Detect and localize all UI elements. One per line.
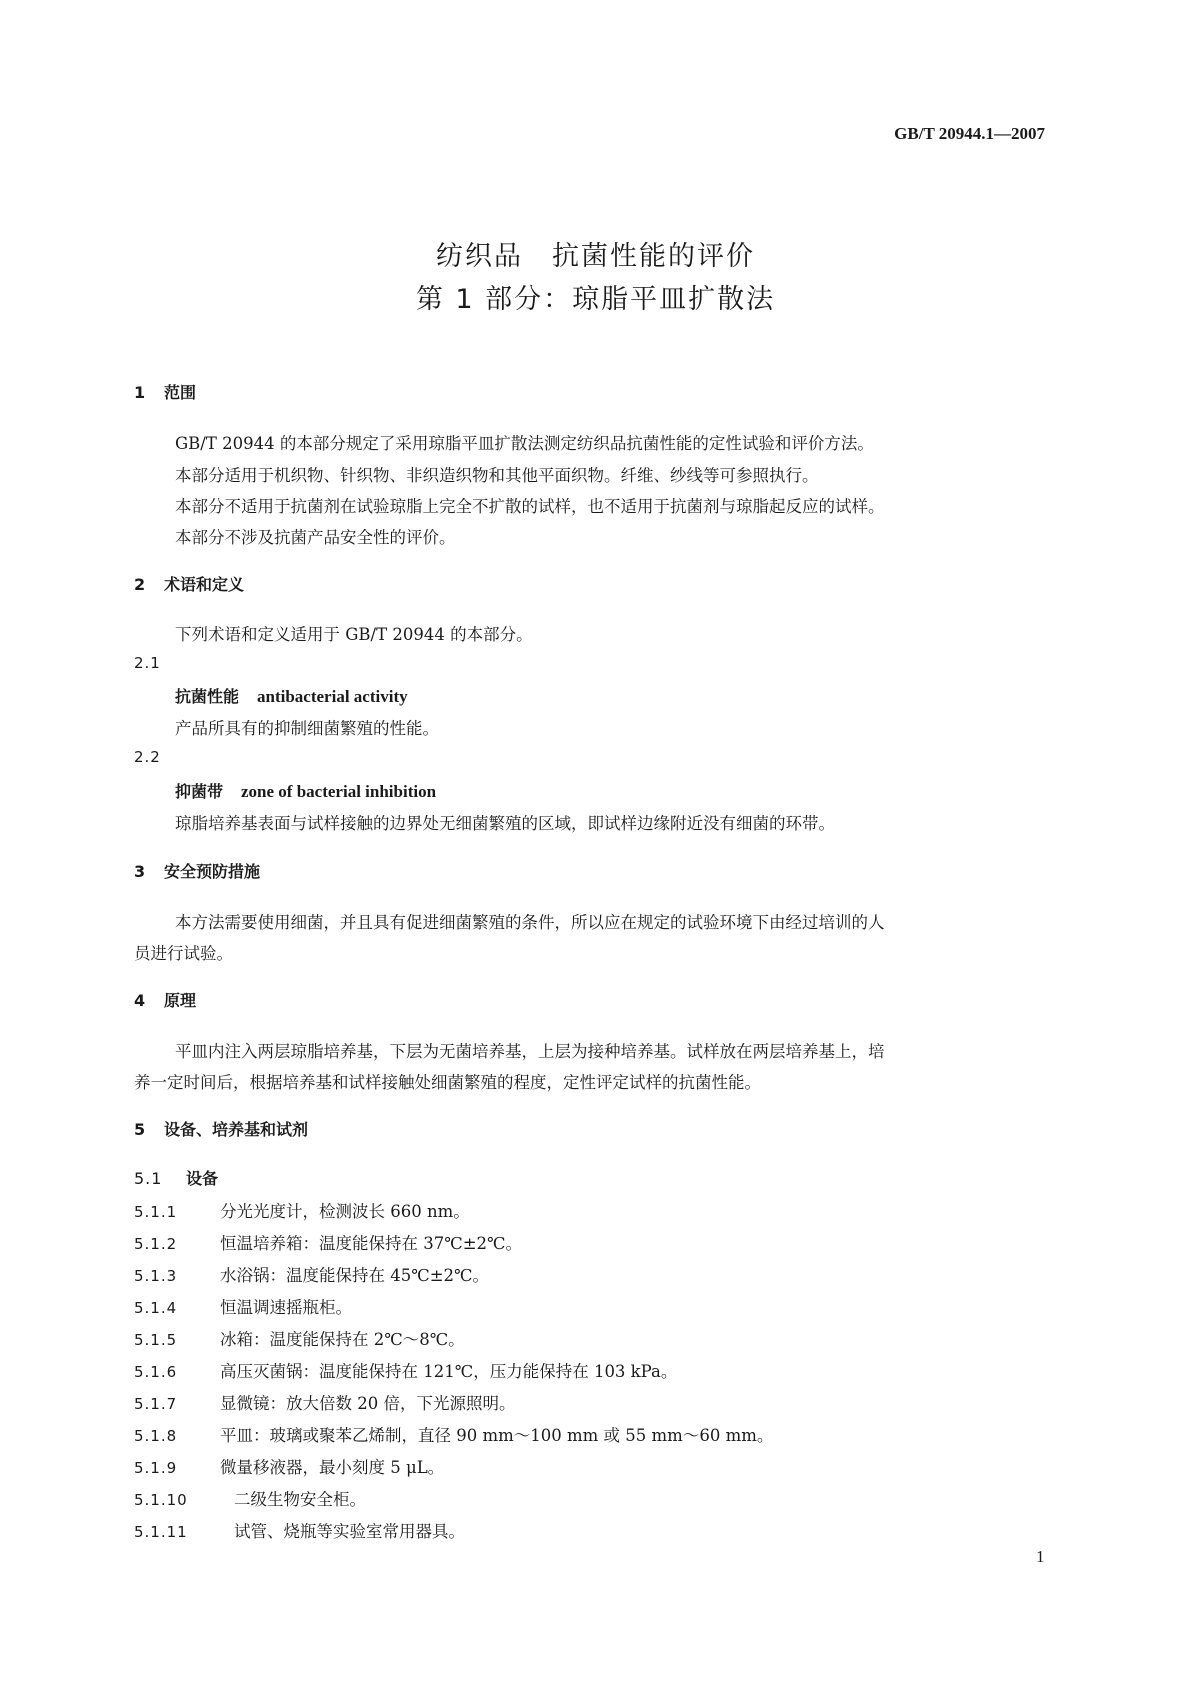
paragraph: GB/T 20944 的本部分规定了采用琼脂平皿扩散法测定纺织品抗菌性能的定性试验和评价方法。 bbox=[175, 434, 874, 453]
section-number: 1 bbox=[134, 383, 146, 402]
list-item: 5.1.1 分光光度计，检测波长 660 nm。 bbox=[134, 1202, 470, 1221]
list-item: 5.1.6 高压灭菌锅：温度能保持在 121℃，压力能保持在 103 kPa。 bbox=[134, 1362, 678, 1381]
standard-code: GB/T 20944.1—2007 bbox=[894, 124, 1045, 143]
term-definition: 产品所具有的抑制细菌繁殖的性能。 bbox=[175, 719, 439, 738]
section-number: 3 bbox=[134, 862, 146, 881]
section-title: 原理 bbox=[164, 991, 197, 1010]
section-title: 术语和定义 bbox=[164, 575, 245, 594]
list-item: 5.1.2 恒温培养箱：温度能保持在 37℃±2℃。 bbox=[134, 1234, 522, 1253]
section-heading-safety bbox=[134, 859, 260, 882]
term-cn: 抗菌性能 bbox=[175, 687, 240, 706]
section-heading-equipment bbox=[134, 1117, 308, 1140]
term-number: 2.2 bbox=[134, 748, 161, 766]
paragraph: 养一定时间后，根据培养基和试样接触处细菌繁殖的程度，定性评定试样的抗菌性能。 bbox=[134, 1073, 761, 1092]
list-item: 5.1.7 显微镜：放大倍数 20 倍，下光源照明。 bbox=[134, 1394, 516, 1413]
paragraph: 员进行试验。 bbox=[134, 944, 233, 963]
paragraph: 本部分不涉及抗菌产品安全性的评价。 bbox=[175, 528, 456, 547]
term-zone-of-inhibition bbox=[175, 779, 436, 802]
list-item: 5.1.8 平皿：玻璃或聚苯乙烯制，直径 90 mm～100 mm 或 55 mm～60 mm。 bbox=[134, 1426, 774, 1445]
term-en: antibacterial activity bbox=[257, 687, 408, 706]
subsection-number: 5.1 bbox=[134, 1169, 163, 1188]
section-number: 2 bbox=[134, 575, 146, 594]
term-antibacterial-activity bbox=[175, 684, 408, 707]
term-definition: 琼脂培养基表面与试样接触的边界处无细菌繁殖的区域，即试样边缘附近没有细菌的环带。 bbox=[175, 814, 835, 833]
paragraph: 本部分不适用于抗菌剂在试验琼脂上完全不扩散的试样，也不适用于抗菌剂与琼脂起反应的试样。 bbox=[175, 497, 885, 516]
subsection-heading bbox=[134, 1166, 218, 1189]
list-item: 5.1.10 二级生物安全柜。 bbox=[134, 1490, 366, 1509]
section-title: 范围 bbox=[164, 383, 197, 402]
page-number: 1 bbox=[1036, 1547, 1045, 1566]
section-number: 5 bbox=[134, 1120, 146, 1139]
paragraph: 本部分适用于机织物、针织物、非织造织物和其他平面织物。纤维、纱线等可参照执行。 bbox=[175, 466, 819, 485]
document-title: 纺织品 抗菌性能的评价 bbox=[436, 241, 755, 272]
section-heading-principle bbox=[134, 988, 196, 1011]
section-number: 4 bbox=[134, 991, 146, 1010]
term-en: zone of bacterial inhibition bbox=[241, 782, 437, 801]
paragraph: 下列术语和定义适用于 GB/T 20944 的本部分。 bbox=[175, 625, 533, 644]
document-subtitle: 第 1 部分：琼脂平皿扩散法 bbox=[415, 284, 776, 315]
subsection-title: 设备 bbox=[186, 1169, 219, 1188]
section-title: 安全预防措施 bbox=[164, 862, 261, 881]
list-item: 5.1.5 冰箱：温度能保持在 2℃～8℃。 bbox=[134, 1330, 465, 1349]
section-heading-scope bbox=[134, 380, 196, 403]
section-heading-terms bbox=[134, 572, 244, 595]
term-cn: 抑菌带 bbox=[175, 782, 224, 801]
term-number: 2.1 bbox=[134, 654, 161, 672]
section-title: 设备、培养基和试剂 bbox=[164, 1120, 309, 1139]
list-item: 5.1.9 微量移液器，最小刻度 5 μL。 bbox=[134, 1458, 445, 1477]
list-item: 5.1.11 试管、烧瓶等实验室常用器具。 bbox=[134, 1522, 465, 1541]
list-item: 5.1.4 恒温调速摇瓶柜。 bbox=[134, 1298, 352, 1317]
list-item: 5.1.3 水浴锅：温度能保持在 45℃±2℃。 bbox=[134, 1266, 489, 1285]
paragraph: 本方法需要使用细菌，并且具有促进细菌繁殖的条件，所以应在规定的试验环境下由经过培训的人 bbox=[175, 913, 885, 932]
paragraph: 平皿内注入两层琼脂培养基，下层为无菌培养基，上层为接种培养基。试样放在两层培养基上，培 bbox=[175, 1042, 885, 1061]
